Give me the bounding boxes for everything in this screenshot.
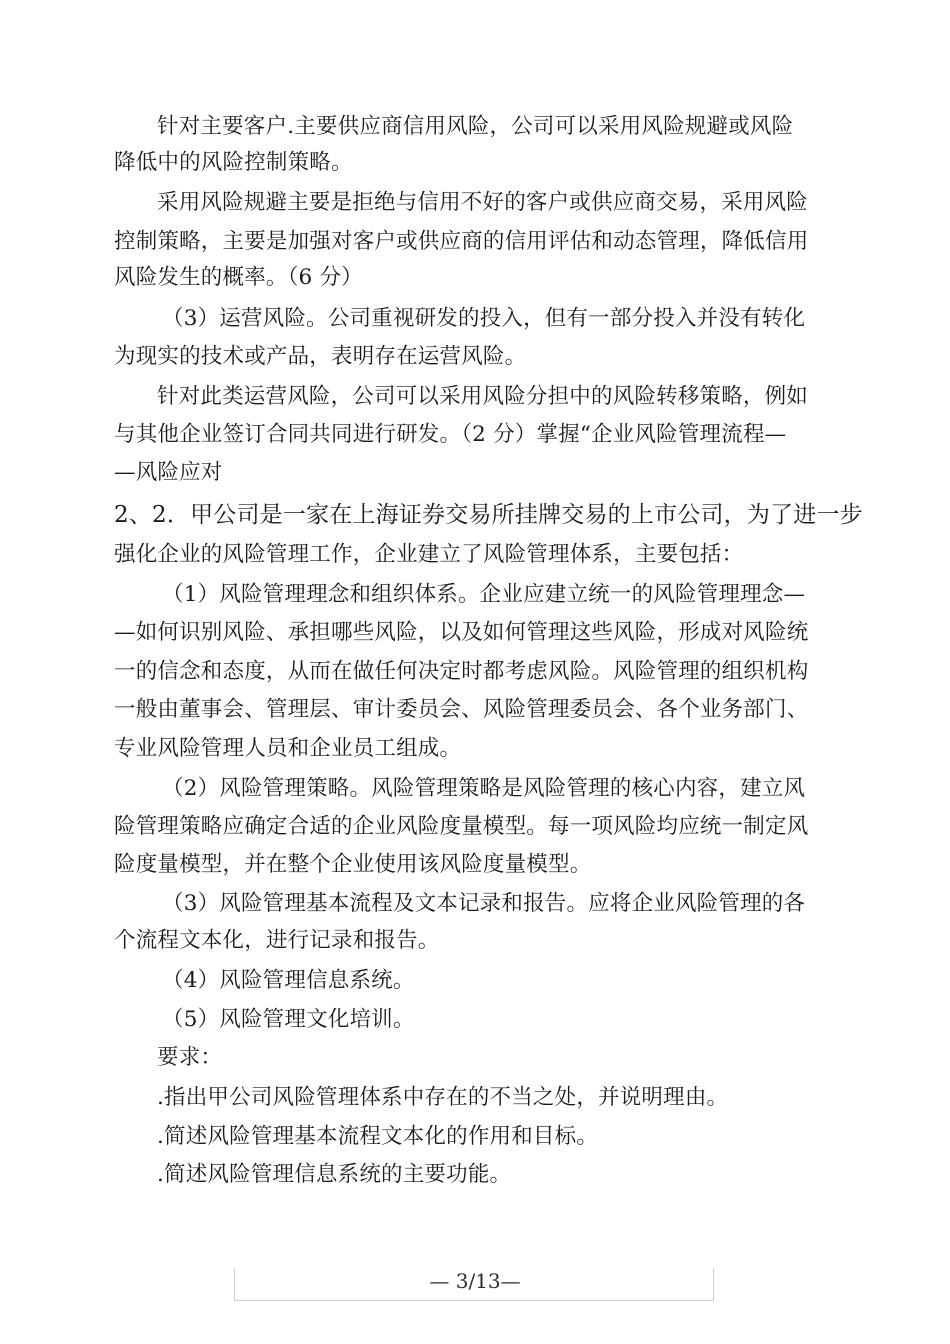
page-number: — 3/13— [429,1269,521,1293]
paragraph-line: （1）风险管理理念和组织体系。企业应建立统一的风险管理理念— [162,582,806,607]
question-heading: 2、2．甲公司是一家在上海证券交易所挂牌交易的上市公司，为了进一步 [114,502,863,528]
paragraph-line: 个流程文本化，进行记录和报告。 [114,928,440,953]
paragraph-line: （3）风险管理基本流程及文本记录和报告。应将企业风险管理的各 [162,891,806,916]
paragraph-line: 专业风险管理人员和企业员工组成。 [114,736,462,761]
paragraph-line: 险度量模型，并在整个企业使用该风险度量模型。 [114,852,592,877]
paragraph-line: 为现实的技术或产品，表明存在运营风险。 [114,344,527,369]
paragraph-line: 与其他企业签订合同共同进行研发。（2 分）掌握“企业风险管理流程— [114,422,787,447]
paragraph-line: 针对此类运营风险，公司可以采用风险分担中的风险转移策略，例如 [157,384,809,409]
paragraph-line: —如何识别风险、承担哪些风险，以及如何管理这些风险，形成对风险统 [114,620,809,645]
paragraph-line: 强化企业的风险管理工作，企业建立了风险管理体系，主要包括： [114,542,744,567]
paragraph-line: （5）风险管理文化培训。 [162,1007,415,1032]
paragraph-line: 风险发生的概率。（6 分） [114,265,363,290]
paragraph-line: 控制策略，主要是加强对客户或供应商的信用评估和动态管理，降低信用 [114,229,809,254]
paragraph-line: 降低中的风险控制策略。 [114,150,353,175]
paragraph-line: 一的信念和态度，从而在做任何决定时都考虑风险。风险管理的组织机构 [114,659,809,684]
paragraph-line: （2）风险管理策略。风险管理策略是风险管理的核心内容，建立风 [162,776,806,801]
paragraph-line: 针对主要客户.主要供应商信用风险，公司可以采用风险规避或风险 [157,114,794,139]
paragraph-line: 险管理策略应确定合适的企业风险度量模型。每一项风险均应统一制定风 [114,814,809,839]
paragraph-line: 一般由董事会、管理层、审计委员会、风险管理委员会、各个业务部门、 [114,697,809,722]
requirements-heading: 要求： [157,1045,223,1070]
paragraph-line: （4）风险管理信息系统。 [162,968,415,993]
paragraph-line: 采用风险规避主要是拒绝与信用不好的客户或供应商交易，采用风险 [157,190,809,215]
requirement-item: .简述风险管理信息系统的主要功能。 [157,1162,512,1187]
paragraph-line: —风险应对 [114,460,223,485]
paragraph-line: （3）运营风险。公司重视研发的投入，但有一部分投入并没有转化 [162,306,806,331]
requirement-item: .简述风险管理基本流程文本化的作用和目标。 [157,1124,599,1149]
requirement-item: .指出甲公司风险管理体系中存在的不当之处，并说明理由。 [157,1085,729,1110]
